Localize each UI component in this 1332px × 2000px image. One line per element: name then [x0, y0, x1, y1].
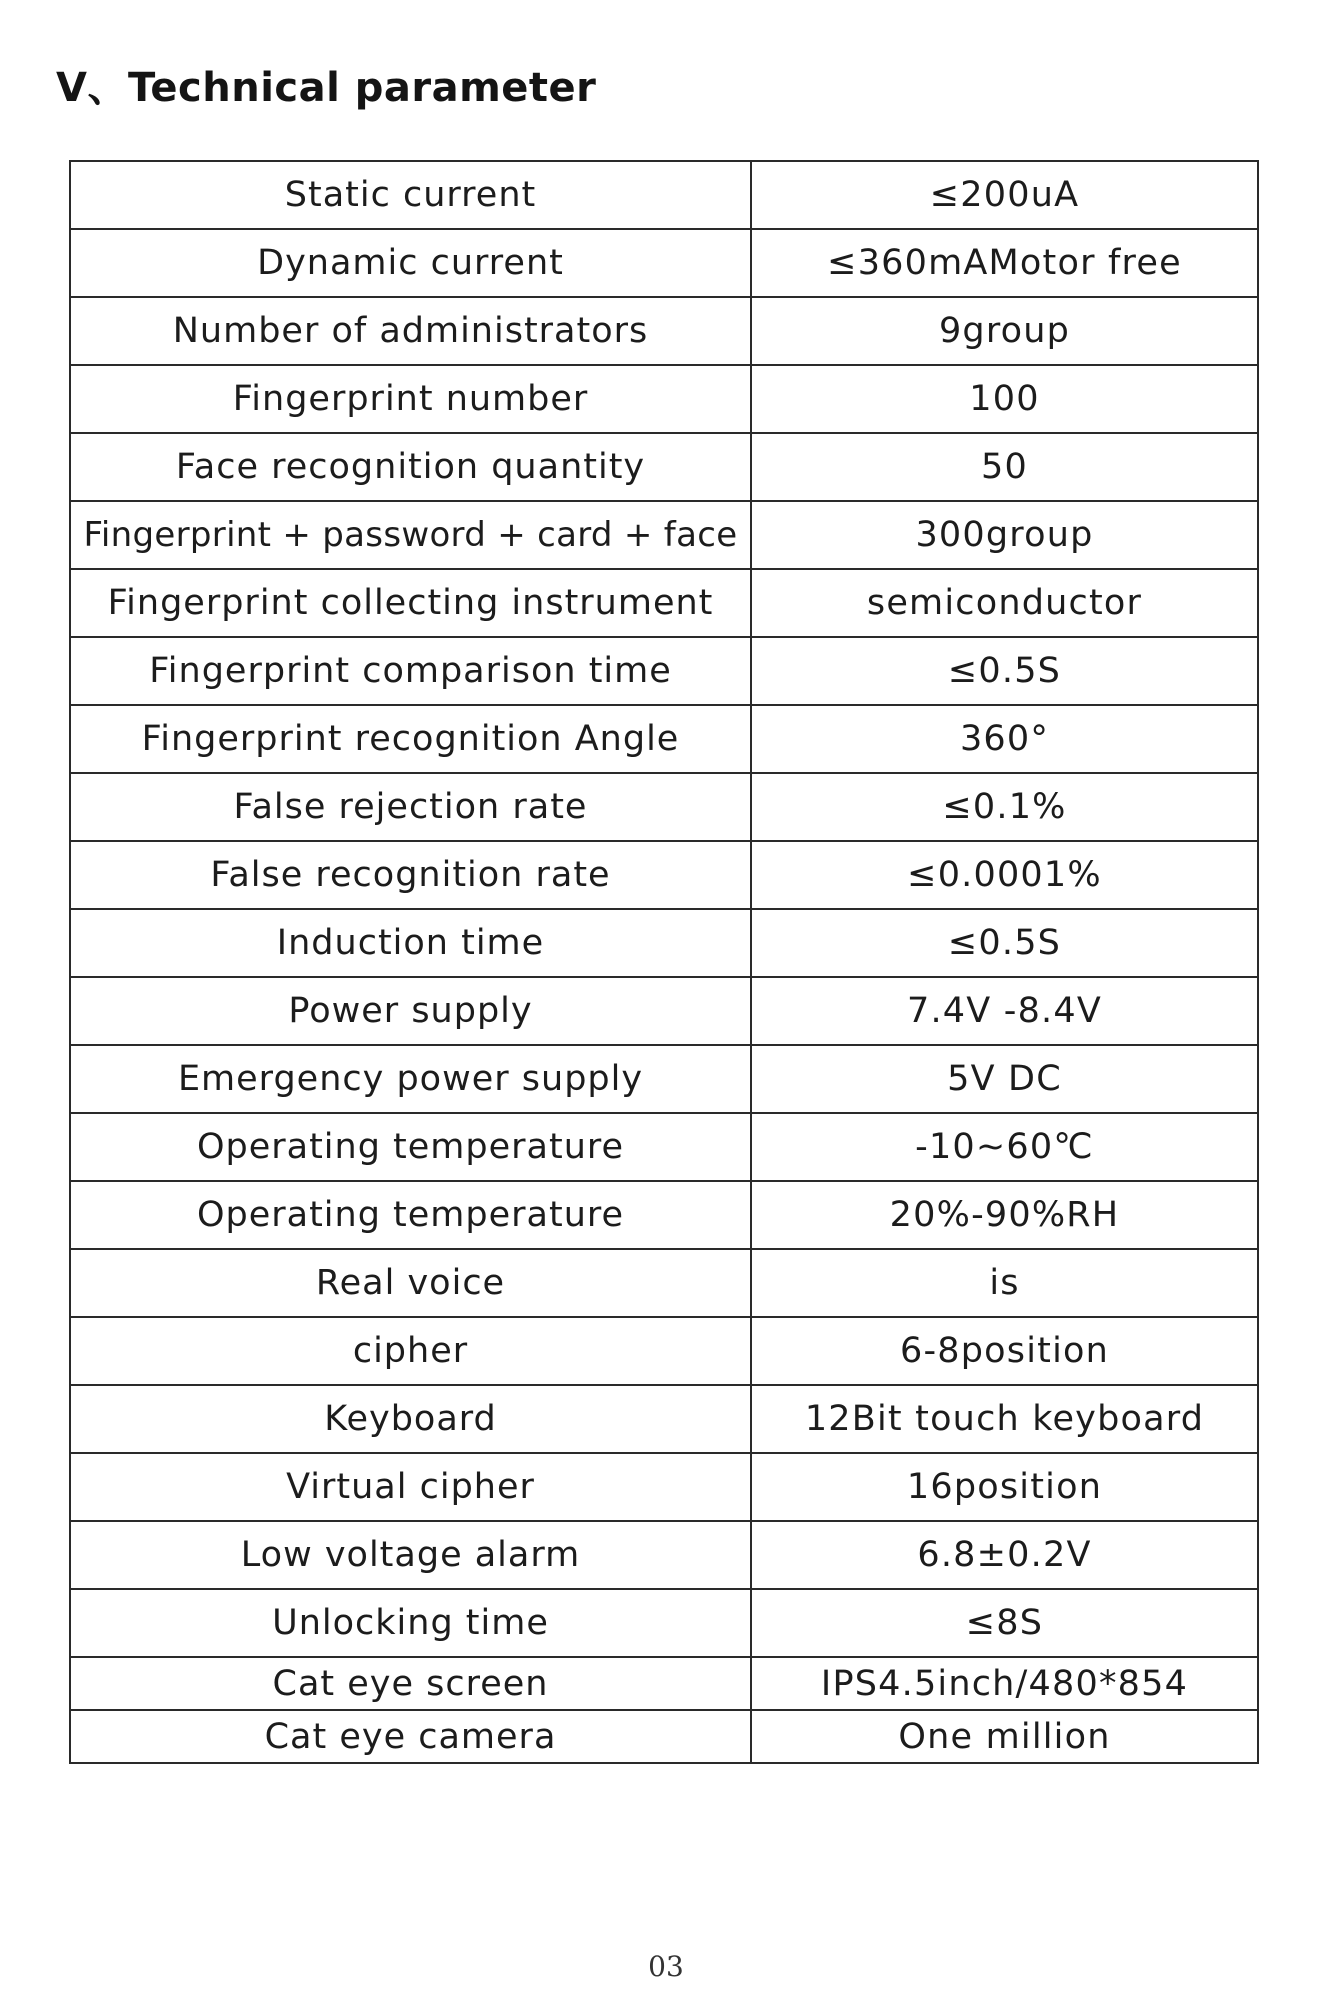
parameter-value: 5V DC [751, 1045, 1258, 1113]
table-row [70, 1453, 1258, 1521]
table-row [70, 637, 1258, 705]
table-row [70, 1521, 1258, 1589]
parameter-name: Number of administrators [70, 297, 751, 365]
parameter-value: 50 [751, 433, 1258, 501]
parameter-name: Face recognition quantity [70, 433, 751, 501]
parameter-value: ≤0.1% [751, 773, 1258, 841]
parameter-name: Dynamic current [70, 229, 751, 297]
table-row [70, 1710, 1258, 1763]
parameter-name: Power supply [70, 977, 751, 1045]
parameter-name: Emergency power supply [70, 1045, 751, 1113]
table-row [70, 1317, 1258, 1385]
table-row [70, 1249, 1258, 1317]
parameter-name: Fingerprint number [70, 365, 751, 433]
parameter-value: One million [751, 1710, 1258, 1763]
table-row [70, 1657, 1258, 1710]
table-row [70, 229, 1258, 297]
table-row [70, 773, 1258, 841]
parameter-name: Cat eye screen [70, 1657, 751, 1710]
parameter-value: 6-8position [751, 1317, 1258, 1385]
table-row [70, 705, 1258, 773]
parameter-name: cipher [70, 1317, 751, 1385]
table-row [70, 365, 1258, 433]
parameter-value: is [751, 1249, 1258, 1317]
parameter-name: Fingerprint recognition Angle [70, 705, 751, 773]
section-title: V、Technical parameter [56, 65, 597, 111]
table-row [70, 909, 1258, 977]
table-row [70, 501, 1258, 569]
parameter-value: 16position [751, 1453, 1258, 1521]
parameter-name: Unlocking time [70, 1589, 751, 1657]
table-row [70, 433, 1258, 501]
parameter-name: False recognition rate [70, 841, 751, 909]
parameter-name: Fingerprint + password + card + face [70, 501, 751, 569]
parameter-name: Operating temperature [70, 1113, 751, 1181]
table-row [70, 1045, 1258, 1113]
parameter-value: 20%-90%RH [751, 1181, 1258, 1249]
parameter-name: Virtual cipher [70, 1453, 751, 1521]
table-row [70, 1181, 1258, 1249]
parameter-value: ≤0.5S [751, 637, 1258, 705]
table-row [70, 161, 1258, 229]
parameter-name: Fingerprint collecting instrument [70, 569, 751, 637]
table-row [70, 1385, 1258, 1453]
parameter-name: Static current [70, 161, 751, 229]
table-row [70, 1589, 1258, 1657]
parameter-name: Induction time [70, 909, 751, 977]
page-number: 03 [648, 1950, 684, 1983]
parameter-value: ≤0.5S [751, 909, 1258, 977]
parameter-name: Keyboard [70, 1385, 751, 1453]
parameter-name: Cat eye camera [70, 1710, 751, 1763]
table-row [70, 841, 1258, 909]
parameter-value: -10~60℃ [751, 1113, 1258, 1181]
parameter-value: 7.4V -8.4V [751, 977, 1258, 1045]
parameter-name: Operating temperature [70, 1181, 751, 1249]
parameter-value: semiconductor [751, 569, 1258, 637]
table-row [70, 297, 1258, 365]
parameter-name: Real voice [70, 1249, 751, 1317]
parameter-value: ≤360mAMotor free [751, 229, 1258, 297]
table-row [70, 977, 1258, 1045]
table-row [70, 1113, 1258, 1181]
parameter-value: 360° [751, 705, 1258, 773]
parameter-value: 12Bit touch keyboard [751, 1385, 1258, 1453]
parameter-value: 100 [751, 365, 1258, 433]
parameter-value: 300group [751, 501, 1258, 569]
parameter-value: ≤8S [751, 1589, 1258, 1657]
parameter-value: ≤0.0001% [751, 841, 1258, 909]
parameter-value: IPS4.5inch/480*854 [751, 1657, 1258, 1710]
parameter-name: False rejection rate [70, 773, 751, 841]
parameter-name: Fingerprint comparison time [70, 637, 751, 705]
parameter-value: 6.8±0.2V [751, 1521, 1258, 1589]
parameter-value: ≤200uA [751, 161, 1258, 229]
parameter-name: Low voltage alarm [70, 1521, 751, 1589]
table-row [70, 569, 1258, 637]
technical-parameter-table [69, 160, 1259, 1764]
parameter-value: 9group [751, 297, 1258, 365]
